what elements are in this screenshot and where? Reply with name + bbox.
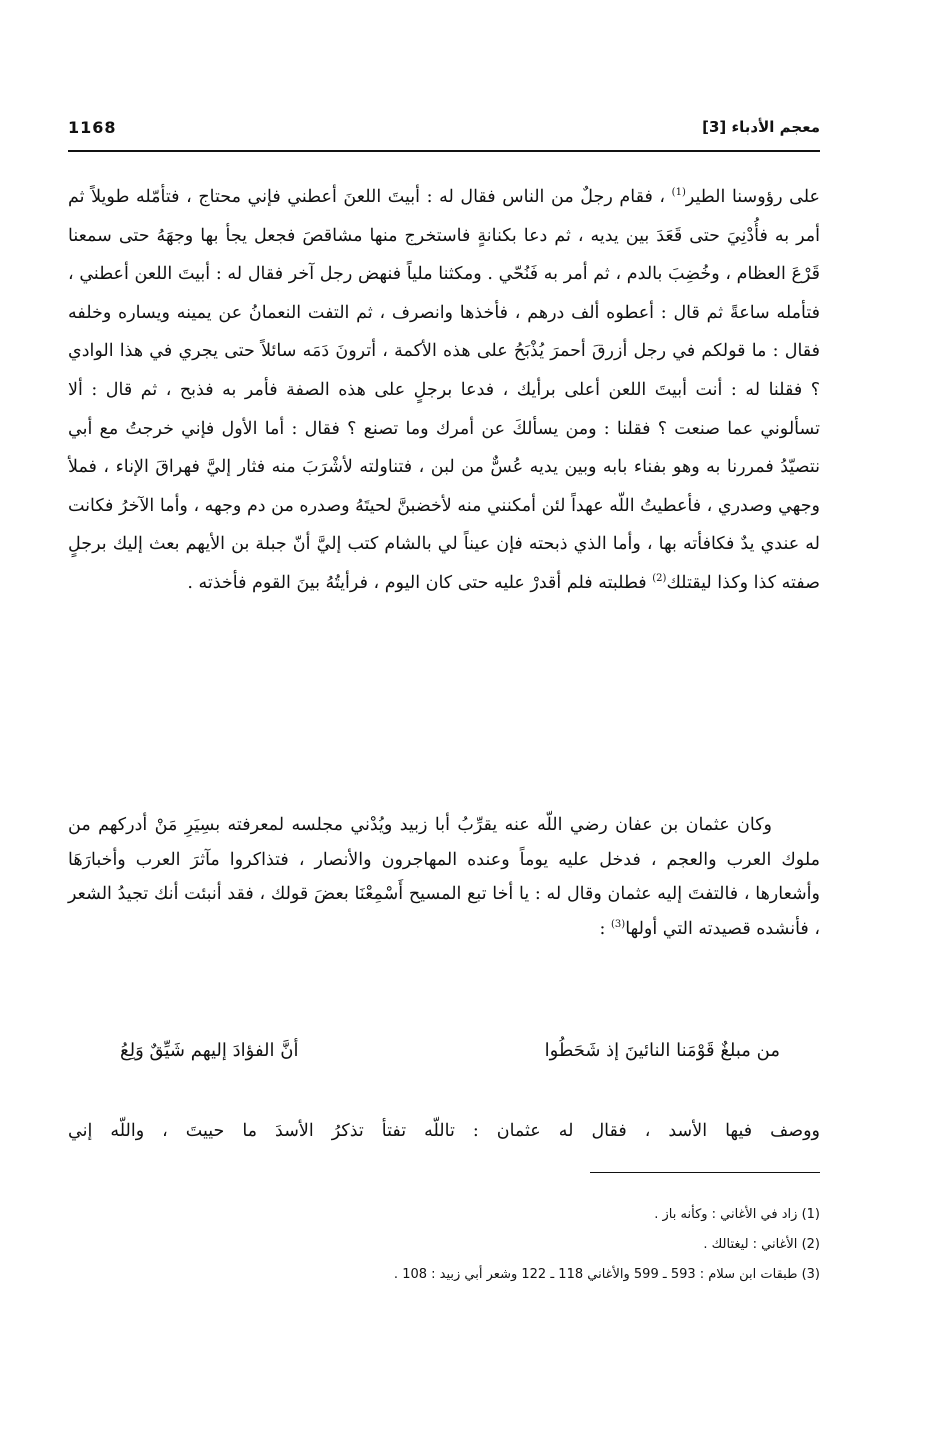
footnote-label: (3) bbox=[801, 1267, 820, 1282]
footnote-item bbox=[68, 1260, 820, 1290]
footnote-text: زاد في الأغاني : وكأنه باز . bbox=[654, 1207, 798, 1222]
paragraph-1-lead: على رؤوسنا الطير bbox=[685, 187, 820, 207]
paragraph-2-text: وكان عثمان بن عفان رضي اللّه عنه يقرِّبُ أبا زبيد ويُدْني مجلسه لمعرفته بسِيَرِ مَنْ أدركهم من ملوك العرب والعجم ، فدخل عليه يوماً وعنده المهاجرون والأنصار ، فتذاكروا مآثرَ العرب وأخبارَهَا وأشعارها ، فالتفتَ إليه عثمان وقال له : يا أخا تبع المسيح أَسْمِعْنَا بعضَ قولك ، فقد أنبئت أنك تجيدُ الشعر ، فأنشده قصيدته التي أولها bbox=[68, 815, 820, 939]
running-title: معجم الأدباء [3] bbox=[702, 118, 820, 136]
paragraph-2 bbox=[68, 808, 820, 946]
footnote-divider bbox=[590, 1172, 820, 1173]
paragraph-3 bbox=[68, 1114, 820, 1148]
footnote-ref-3[interactable]: (3) bbox=[611, 918, 626, 930]
poem-verse bbox=[120, 1040, 780, 1061]
paragraph-2-tail: : bbox=[599, 918, 606, 939]
footnote-ref-2[interactable]: (2) bbox=[652, 573, 667, 585]
footnotes-list bbox=[68, 1200, 820, 1290]
paragraph-1-text-b: فطلبته فلم أقدرْ عليه حتى كان اليوم ، فرأيتُهُ بينَ القوم فأخذته . bbox=[187, 572, 647, 593]
paragraph-1-text-a: ، فقام رجلٌ من الناس فقال له : أبيتَ اللعنَ أعطني فإني محتاج ، فتأمّله طويلاً ثم أمر به فأُدْنِيَ حتى قَعَدَ بين يديه ، ثم دعا بكنانةٍ فاستخرج منها مشاقصَ فجعل يجأ بها وجهَهُ حتى سمعنا قَرْعَ العظام ، وخُضِبَ بالدم ، ثم أمر به فَنُحّي . ومكثنا ملياً فنهض رجل آخر فقال له : أبيتَ اللعن أعطني ، فتأمله ساعةً ثم قال : أعطوه ألف درهم ، فأخذها وانصرف ، ثم التفت النعمانُ عن يمينه ويساره وخلفه فقال : ما قولكم في رجل أزرقَ أحمرَ يُذْبَحُ على هذه الأكمة ، أترونَ دَمَه سائلاً حتى يجري في هذا الوادي ؟ فقلنا له : أنت أبيتَ اللعن أعلى برأيك ، فدعا برجلٍ على هذه الصفة فأمر به فذبح ، ثم قال : ألا تسألوني عما صنعت ؟ فقلنا : ومن يسألكَ عن أمرك وما تصنع ؟ فقال : أما الأول فإني خرجتُ مع أبي نتصيّدُ فمررنا به وهو بفناء بابه وبين يديه عُسٌّ من لبن ، فتناولته لأشْرَبَ منه فثار إليَّ فهراقَ الإناء ، فملأ وجهي وصدري ، فأعطيتُ اللّه عهداً لئن أمكنني منه لأخضبنَّ لحيتَهُ وصدره من دم وجهه ، وأما الآخرُ فكانت له عندي يدٌ فكافأته بها ، وأما الذي ذبحته فإن عيناً لي بالشام كتب إليَّ أنّ جبلة بن الأيهم بعث إليك برجلٍ صفته كذا وكذا ليقتلك bbox=[68, 187, 820, 593]
verse-first-hemistich: من مبلغٌ قَوْمَنا النائينَ إذ شَحَطُوا bbox=[544, 1040, 780, 1061]
header-divider bbox=[68, 150, 820, 152]
paragraph-3-text: ووصف فيها الأسد ، فقال له عثمان : تاللّه تفتأ تذكرُ الأسدَ ما حييتَ ، واللّه إني bbox=[68, 1121, 820, 1141]
page-header bbox=[68, 112, 820, 152]
page-number: 1168 bbox=[68, 118, 117, 137]
paragraph-1 bbox=[68, 178, 820, 603]
footnote-item bbox=[68, 1200, 820, 1230]
footnote-text: الأغاني : ليغتالك . bbox=[703, 1237, 798, 1252]
footnote-label: (1) bbox=[801, 1207, 820, 1222]
verse-second-hemistich: أنَّ الفؤادَ إليهم شَيِّقٌ وَلِعُ bbox=[120, 1040, 299, 1061]
footnote-item bbox=[68, 1230, 820, 1260]
footnote-label: (2) bbox=[801, 1237, 820, 1252]
footnote-ref-1[interactable]: (1) bbox=[671, 187, 686, 199]
footnote-text: طبقات ابن سلام : 593 ـ 599 والأغاني 118 ـ 122 وشعر أبي زبيد : 108 . bbox=[393, 1267, 798, 1282]
